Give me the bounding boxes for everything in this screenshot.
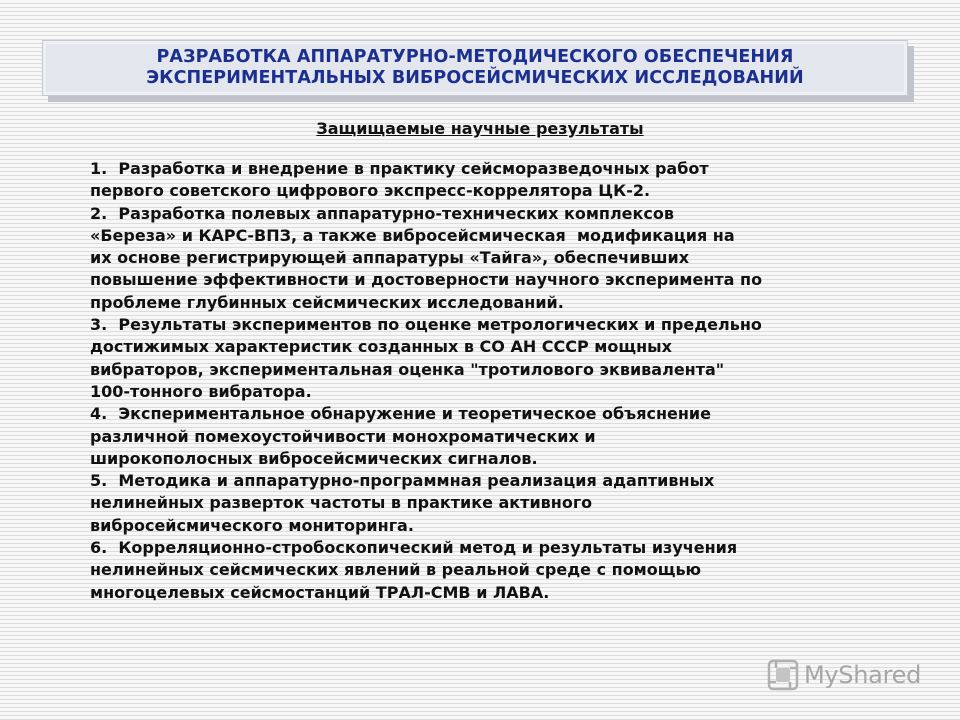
result-line: нелинейных сейсмических явлений в реальной среде с помощью: [90, 560, 702, 580]
result-line: вибросейсмического мониторинга.: [90, 515, 414, 535]
logo-text: MyShared: [804, 661, 922, 689]
title-banner: [42, 40, 908, 96]
result-line: 100-тонного вибратора.: [90, 381, 312, 401]
result-line: 4. Экспериментальное обнаружение и теоретическое объяснение: [90, 404, 711, 424]
result-line: 3. Результаты экспериментов по оценке метрологических и предельно: [90, 315, 762, 335]
result-line: вибраторов, экспериментальная оценка "тротилового эквивалента": [90, 359, 725, 379]
result-line: повышение эффективности и достоверности научного эксперимента по: [90, 270, 763, 290]
result-line: первого советского цифрового экспресс-коррелятора ЦК-2.: [90, 181, 651, 201]
result-line: достижимых характеристик созданных в СО АН СССР мощных: [90, 337, 672, 357]
result-line: нелинейных разверток частоты в практике активного: [90, 493, 593, 513]
myshared-logo[interactable]: [766, 656, 921, 694]
result-line: их основе регистрирующей аппаратуры «Тайга», обеспечивших: [90, 248, 690, 268]
result-line: 5. Методика и аппаратурно-программная реализация адаптивных: [90, 471, 715, 491]
result-line: широкополосных вибросейсмических сигналов.: [90, 448, 538, 468]
myshared-logo-icon: [766, 658, 800, 692]
section-subtitle: Защищаемые научные результаты: [316, 119, 644, 138]
results-list: [90, 158, 890, 604]
title-line-2: ЭКСПЕРИМЕНТАЛЬНЫХ ВИБРОСЕЙСМИЧЕСКИХ ИССЛЕДОВАНИЙ: [146, 68, 804, 88]
result-line: 2. Разработка полевых аппаратурно-технических комплексов: [90, 203, 674, 223]
result-line: различной помехоустойчивости монохроматических и: [90, 426, 596, 446]
result-line: 6. Корреляционно-стробоскопический метод и результаты изучения: [90, 538, 738, 558]
result-line: многоцелевых сейсмостанций ТРАЛ-СМВ и ЛАВА.: [90, 582, 550, 602]
result-line: «Береза» и КАРС-ВПЗ, а также вибросейсмическая модификация на: [90, 225, 735, 245]
title-line-1: РАЗРАБОТКА АППАРАТУРНО-МЕТОДИЧЕСКОГО ОБЕСПЕЧЕНИЯ: [156, 47, 794, 67]
result-line: 1. Разработка и внедрение в практику сейсморазведочных работ: [90, 159, 709, 178]
result-line: проблеме глубинных сейсмических исследований.: [90, 292, 564, 312]
